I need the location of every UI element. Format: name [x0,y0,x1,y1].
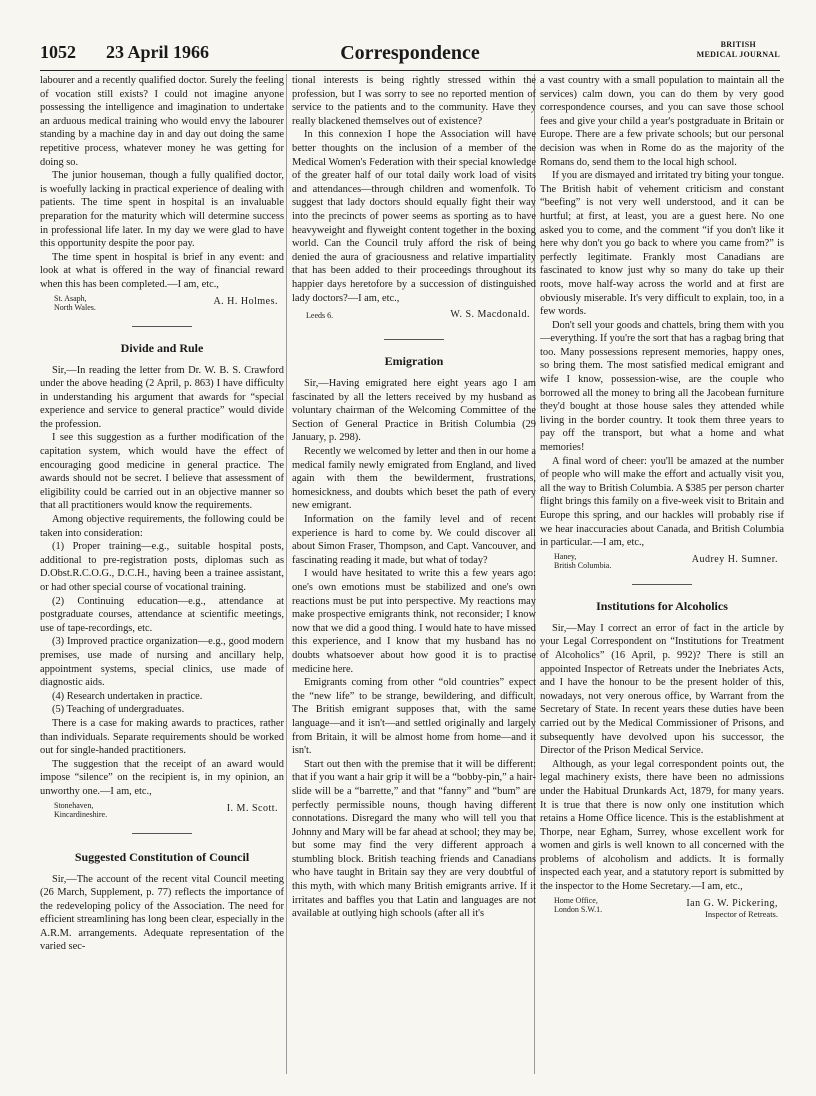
signature-place: Stonehaven, Kincardineshire. [54,800,108,819]
letter-paragraph: The junior houseman, though a fully qualified doctor, is woefully lacking in practical experience of dealing with patients. The time spent in hospital is an invaluable preparation for the maturity which will determine success in professional life later. In my day we were glad to have this opportunity despite the poor pay. [40,170,284,250]
letter-paragraph: (2) Continuing education—e.g., attendance at postgraduate courses, attendance at scientific meetings, use of tape-recordings, etc. [40,595,284,634]
journal-line-1: BRITISH [720,40,757,49]
letter-paragraph: Don't sell your goods and chattels, bring them with you—everything. If you're the sort that has a ragbag bring that too. Many possessions represent memories, happy ones, so bring them. The most satisfied medical emigrant and wife I know, possession-wise, are the couple who borrowed all the money to bring all the Jacobean furniture they'd bought at those house sales they attended while living in the border country. It took them three years to pay off the transport, but what a home and what memories! [540,319,784,454]
issue-date: 23 April 1966 [106,42,210,62]
journal-line-2: MEDICAL JOURNAL [696,50,780,59]
signature-place: St. Asaph, North Wales. [54,293,96,312]
letter-paragraph: Although, as your legal correspondent points out, the legal machinery exists, there have been no admissions under the Habitual Drunkards Act, 1879, for many years. It is true that there is now only one institution which retains a Home Office licence. This is the establishment at Thorpe, near Egham, Surrey, whose excellent work for women and girls is well known to all concerned with the problems of alcoholism and addicts. It is formally inspected each year, and a statutory report is submitted by the inspector to the Home Secretary.—I am, etc., [540,758,784,893]
letter-paragraph: If you are dismayed and irritated try biting your tongue. The British habit of vehement criticism and constant “beefing” is not very well understood, and it can be hurtful; at first, at least, you are a guest here. No one asked you to come, and the comment “if you don't like it here why don't you go back to where you came from?” is perfectly legitimate. Frankly most Canadians are fascinated to know just why so many do take up their roots, move half-way across the world and at first are obviously miserable. It's very difficult to explain, too, in a few words. [540,170,784,318]
page-header [40,40,780,71]
letter-paragraph: Sir,—The account of the recent vital Council meeting (26 March, Supplement, p. 77) reflects the importance of the redeveloping policy of the Association. The need for efficient streamlining has long been clear, especially in the A.R.M. arrangements. Adequate representation of the varied sec- [40,873,284,953]
signature-place: Haney, British Columbia. [554,551,612,570]
section-title: Correspondence [340,42,480,64]
journal-name [697,40,780,60]
signature-holmes [40,292,284,318]
signature-name: A. H. Holmes. [213,295,278,307]
letter-paragraph: I see this suggestion as a further modification of the capitation system, which would have the effect of encouraging good medicine in general practice. The awards should not be secret. I believe that assessment of eligibility could be carried out in an objective manner so that all practitioners would know the requirements. [40,432,284,512]
letter-paragraph: (3) Improved practice organization—e.g., good modern premises, use made of nursing and ancillary help, appointment systems, special clinics, use made of diagnostic aids. [40,636,284,689]
signature-name: Audrey H. Sumner. [691,553,778,565]
letter-paragraph: Sir,—May I correct an error of fact in the article by your Legal Correspondent on “Institutions for Treatment of Alcoholics” (16 April, p. 992)? There is still an appointed Inspector of Retreats under the Inebriates Acts, and I have the honour to be the present holder of this, nowadays, not very onerous office, by Warrant from the Secretary of State. In recent years these duties have been carried out by the Medical Commissioner of Prisons, and subsequently have devolved upon his successor, the Director of the Prison Medical Service. [540,622,784,757]
letter-paragraph: A final word of cheer: you'll be amazed at the number of people who will make the effort and actually visit you, all the way to British Columbia. A $385 per person charter flight brings this family on a five-week visit to Britain and Europe this spring, and our hackles will probably rise if we hear inaccuracies about Canada, and British Columbia in particular.—I am, etc., [540,455,784,549]
divider [132,326,192,327]
column-rule [286,74,287,1074]
signature-name: W. S. Macdonald. [450,309,530,321]
page-number: 1052 [40,42,76,62]
letter-paragraph: The suggestion that the receipt of an award would impose “silence” on the recipient is, in my opinion, an unworthy one.—I am, etc., [40,758,284,797]
column-3 [540,74,784,920]
letter-paragraph: (4) Research undertaken in practice. [52,690,203,702]
letter-paragraph: The time spent in hospital is brief in any event: and look at what is offered in the way of financial reward when this has been completed.—I am, etc., [40,251,284,290]
divider [632,584,692,585]
signature-name: Ian G. W. Pickering, [686,897,778,909]
divider [384,339,444,340]
letter-paragraph: Recently we welcomed by letter and then in our home a medical family newly emigrated from England, and lived again with them the bewilderment, frustrations, homesickness, and doubts which beset the path of every new emigrant. [292,446,536,512]
letter-paragraph: (1) Proper training—e.g., suitable hospital posts, additional to pre-registration posts, diplomas such as D.Obst.R.C.O.G., D.C.H., having been a trainee assistant, or had other special course of vocational training. [40,541,284,593]
letter-paragraph: Sir,—In reading the letter from Dr. W. B. S. Crawford under the above heading (2 April, p. 863) I have difficulty in understanding his argument that awards for “special experience and service to general practice” would divide the profession. [40,364,284,430]
signature-role: Inspector of Retreats. [705,908,778,919]
letter-paragraph: I would have hesitated to write this a few years ago: one's own emotions must be stabilized and one's own reactions must be put into perspective. My reactions may make prospective emigrants think, not reconsider; I know now that we did a good thing. I would hate to have missed this experience, and I know that my husband has no doubts whatsoever about how good it is to practise medicine here. [292,568,536,675]
signature-place: Home Office, London S.W.1. [554,895,603,914]
letter-paragraph: (5) Teaching of undergraduates. [52,704,185,716]
letter-paragraph: labourer and a recently qualified doctor. Surely the feeling of vocation still exists? I could not imagine anyone possessing the intelligence and imagination to undertake an arduous medical training who would envy the labourer standing by a machine day in and day out doing the same repetitive process, whatever money he was getting for doing so. [40,75,284,168]
signature-macdonald [292,305,536,331]
column-2 [292,74,536,921]
signature-pickering [540,894,784,920]
letter-title: Divide and Rule [120,340,204,355]
letter-paragraph: tional interests is being rightly stressed within the profession, but I was sorry to see no reported mention of service to the patients and to the community. Have they really blackened themselves out of existence? [292,75,536,127]
letter-paragraph: Start out then with the premise that it will be different: that if you want a hair grip it will be a “bobby-pin,” a hair-slide will be a “barrette,” and that “fanny” and “bum” are perfectly permissible nouns, though having different connotations. Disregard the many who will tell you that Johnny and Mary will be far ahead at school; they may be, but some may find the very different approach a stumbling block. British teaching friends and Canadians who have taught in Britain say they are very doubtful of this myth, with which many British emigrants arrive. If it irritates and baffles you that Latin and languages are not available at outlying high schools (after all it's [292,758,536,920]
divider [132,833,192,834]
letter-paragraph: Among objective requirements, the following could be taken into consideration: [40,514,284,539]
letter-paragraph: In this connexion I hope the Association will have better thoughts on the inclusion of a member of the Medical Women's Federation with their special knowledge of the greater half of our total daily work load of visits and attendances—through children and womenfolk. To suggest that lady doctors should equally fight their way into the precincts of power seems as sporting as to have heavyweight and flyweight content together in the boxing world. Can the Council truly afford the risk of being denied the aura of graciousness and relative impartiality that has been added to their proceedings throughout its happier days heretofore by a succession of distinguished lady doctors?—I am, etc., [292,129,536,304]
letter-paragraph: Sir,—Having emigrated here eight years ago I am fascinated by all the letters received by my husband as voluntary chairman of the Welcoming Committee of the Section of General Practice in British Columbia (29 January, p. 298). [292,378,536,444]
signature-name: I. M. Scott. [226,802,278,814]
letter-title: Emigration [384,354,444,369]
letter-title: Institutions for Alcoholics [596,598,728,613]
letter-paragraph: There is a case for making awards to practices, rather than individuals. Separate requirements should be worked out for single-handed practitioners. [40,717,284,757]
letter-paragraph: Emigrants coming from other “old countries” expect the “new life” to be strange, bewildering, and difficult. The British emigrant supposes that, with the same language—and it isn't—and settled originally and largely from Britain, it will be almost home from home—and it isn't. [292,677,536,757]
letter-title: Suggested Constitution of Council [74,849,250,864]
signature-scott [40,799,284,825]
column-1 [40,74,284,954]
signature-sumner [540,550,784,576]
signature-place: Leeds 6. [306,311,334,321]
letter-paragraph: Information on the family level and of recent experience is hard to come by. We could discover all about Simon Fraser, Thompson, and Capt. Vancouver, and fascinating reading it made, but what of today? [292,514,536,566]
letter-paragraph: a vast country with a small population to maintain all the services) calm down, you can do them by very good correspondence courses, and you can save those school fees and give your child a year's postgraduate in Britain or Europe. There are a few private schools; but our personal decision was when in Rome do as the majority of the Romans do, send them to the local high school. [540,75,784,168]
